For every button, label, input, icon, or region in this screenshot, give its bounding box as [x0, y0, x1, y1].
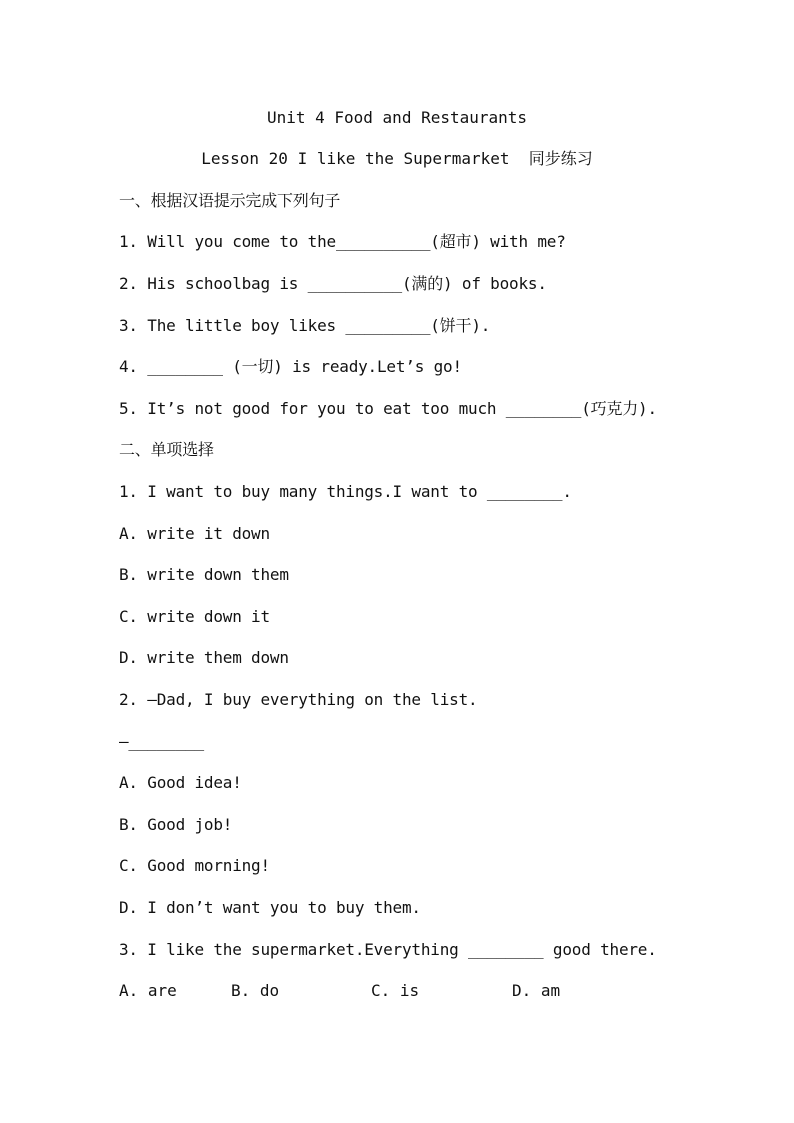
fill-in-item-1: 1. Will you come to the__________(超市) with me?: [119, 232, 566, 251]
question-2-option-c: C. Good morning!: [119, 856, 270, 875]
fill-in-item-3: 3. The little boy likes _________(饼干).: [119, 316, 491, 335]
lesson-subtitle: Lesson 20 I like the Supermarket 同步练习: [201, 149, 593, 168]
question-2-option-b: B. Good job!: [119, 815, 233, 834]
document-title: Unit 4 Food and Restaurants: [266, 108, 528, 127]
question-2-option-a: A. Good idea!: [119, 773, 242, 792]
section-1-heading: 一、根据汉语提示完成下列句子: [119, 191, 341, 210]
question-3-option-a: A. are: [119, 981, 177, 1000]
question-3-option-c: C. is: [371, 981, 420, 1000]
question-3-stem: 3. I like the supermarket.Everything ________ good there.: [119, 940, 657, 959]
question-2-stem: 2. —Dad, I buy everything on the list.: [119, 690, 478, 709]
question-1-option-d: D. write them down: [119, 648, 289, 667]
question-2-reply-blank: —________: [119, 732, 204, 751]
section-2-heading: 二、单项选择: [119, 440, 214, 459]
question-1-option-b: B. write down them: [119, 565, 289, 584]
fill-in-item-4: 4. ________ (一切) is ready.Let’s go!: [119, 357, 462, 376]
question-1-stem: 1. I want to buy many things.I want to ________.: [119, 482, 572, 501]
question-3-option-b: B. do: [231, 981, 280, 1000]
fill-in-item-5: 5. It’s not good for you to eat too much ________(巧克力).: [119, 399, 657, 418]
fill-in-item-2: 2. His schoolbag is __________(满的) of books.: [119, 274, 547, 293]
question-2-option-d: D. I don’t want you to buy them.: [119, 898, 421, 917]
question-1-option-a: A. write it down: [119, 524, 270, 543]
question-3-option-d: D. am: [512, 981, 561, 1000]
question-1-option-c: C. write down it: [119, 607, 270, 626]
